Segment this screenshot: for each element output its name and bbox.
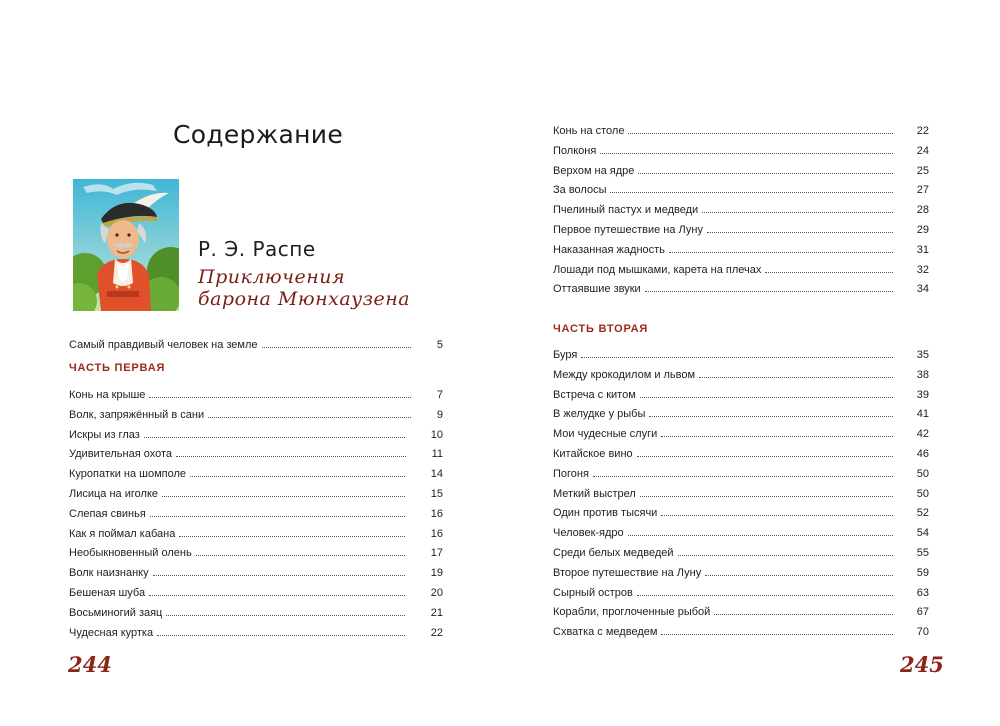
toc-entry-title: Удивительная охота [69,448,172,461]
toc-entry [553,197,929,217]
toc-leader-dots [669,238,893,253]
toc-entry [69,560,443,580]
toc-entry [553,599,929,619]
toc-entry-title: Погоня [553,467,589,480]
toc-entry-title: Меткий выстрел [553,487,636,500]
toc-leader-dots [179,522,404,537]
toc-leader-dots [678,541,893,556]
toc-entry-page: 7 [436,389,443,401]
toc-entry-page: 42 [916,428,929,441]
toc-entry-title: Полконя [553,144,597,157]
toc-entry-title: Слепая свинья [69,507,146,520]
toc-entry-title: Среди белых медведей [553,547,674,559]
toc-entry [69,521,443,541]
toc-entry [69,402,443,422]
page-number-left: 244 [68,652,112,677]
toc-entry-page: 20 [430,587,443,599]
toc-entry-title: Самый правдивый человек на земле [69,339,258,351]
toc-leader-dots [144,423,405,438]
toc-title: Содержание [172,120,344,149]
toc-entry-title: Чудесная куртка [69,626,154,639]
toc-entry-page: 24 [916,144,929,157]
toc-leader-dots [637,581,893,596]
toc-leader-dots [705,561,893,576]
toc-entry-title: Между крокодилом и львом [553,368,696,381]
toc-leader-dots [628,521,893,536]
book-title [198,266,410,310]
toc-entry-page: 41 [916,408,929,421]
toc-entry [69,382,443,402]
toc-entry-page: 38 [916,368,929,381]
toc-entry-page: 25 [916,164,929,177]
toc-entry-title: Один против тысячи [553,507,658,520]
toc-entry [69,580,443,600]
toc-entry-page: 15 [430,488,443,500]
toc-entry [553,177,929,197]
toc-leader-dots [149,383,410,398]
part1-heading: ЧАСТЬ ПЕРВАЯ [69,362,166,374]
toc-entry [69,461,443,481]
toc-entry-title: Конь на крыше [69,389,146,401]
toc-entry-title: Наказанная жадность [553,243,665,256]
toc-leader-dots [640,482,893,497]
toc-leader-dots [196,541,405,556]
toc-leader-dots [707,218,893,233]
toc-entry-title: Как я поймал кабана [69,527,176,540]
toc-leader-dots [166,601,404,616]
toc-entry [553,461,929,481]
toc-entry-title: Первое путешествие на Луну [553,224,703,236]
toc-entry-page: 19 [430,567,443,580]
toc-entry [69,441,443,461]
toc-entry-page: 14 [430,468,443,481]
toc-leader-dots [714,600,892,615]
toc-leader-dots [628,119,892,134]
toc-entry [553,560,929,580]
toc-entry-page: 34 [916,283,929,296]
toc-entry-page: 28 [916,204,929,217]
toc-entry-page: 59 [916,566,929,579]
toc-entry [553,580,929,600]
toc-entry-title: Корабли, проглоченные рыбой [553,606,711,619]
toc-entry [553,382,929,402]
toc-entry [553,401,929,421]
toc-entry [553,619,929,639]
toc-entry-page: 9 [436,408,443,421]
toc-leader-dots [157,621,405,636]
toc-entry [69,422,443,442]
toc-entry-page: 50 [916,487,929,500]
toc-entry-page: 67 [916,606,929,619]
toc-leader-dots [702,198,893,213]
toc-entry-title: Схватка с медведем [553,626,658,639]
toc-entry [553,500,929,520]
page-number-right: 245 [900,652,944,677]
toc-entry-page: 5 [436,339,443,351]
toc-entry-title: Оттаявшие звуки [553,283,641,296]
toc-leader-dots [638,159,892,174]
toc-leader-dots [208,403,411,418]
toc-entry-title: Лошади под мышками, карета на плечах [553,263,762,276]
toc-entry-page: 10 [430,428,443,441]
toc-entry [553,342,929,362]
toc-entry-title: Куропатки на шомполе [69,468,187,481]
toc-entry-page: 16 [430,527,443,540]
toc-entry [553,421,929,441]
toc-entry-title: Искры из глаз [69,428,140,441]
toc-leader-dots [190,462,405,477]
toc-entry-title: Второе путешествие на Луну [553,566,702,579]
toc-entry-page: 39 [916,388,929,401]
toc-entry-page: 22 [916,125,929,137]
toc-entry [553,138,929,158]
toc-entry [553,441,929,461]
toc-leader-dots [699,363,893,378]
toc-leader-dots [600,139,892,154]
toc-leader-dots [153,561,405,576]
toc-entry-page: 16 [430,507,443,520]
toc-leader-dots [637,442,893,457]
book-title-line2: барона Мюнхаузена [198,288,411,310]
toc-entry-page: 63 [916,586,929,599]
part2-heading: ЧАСТЬ ВТОРАЯ [553,323,649,335]
toc-entry-title: Конь на столе [553,125,625,137]
toc-leader-dots [661,620,892,635]
toc-entry-page: 11 [431,448,443,461]
toc-leader-dots [162,482,405,497]
toc-entry-page: 32 [916,263,929,276]
toc-entry [69,540,443,560]
toc-entry [553,362,929,382]
toc-entry-title: Верхом на ядре [553,164,635,177]
toc-entry-title: Необыкновенный олень [69,547,192,560]
toc-entry [553,540,929,560]
toc-leader-dots [610,178,892,193]
toc-entry-page: 27 [916,184,929,197]
toc-entry-title: Китайское вино [553,448,633,460]
toc-entry-page: 17 [430,547,443,560]
toc-entry-title: Буря [553,349,578,361]
toc-entry-page: 46 [916,448,929,460]
toc-leader-dots [645,277,893,292]
toc-entry-title: Восьминогий заяц [69,606,163,619]
toc-entry [553,481,929,501]
toc-leader-dots [149,581,405,596]
toc-leader-dots [593,462,893,477]
toc-entry-title: Человек-ядро [553,527,624,540]
toc-leader-dots [150,502,405,517]
toc-entry-title: Пчелиный пастух и медведи [553,204,699,217]
toc-entry-title: В желудке у рыбы [553,408,646,421]
toc-entry-page: 70 [916,626,929,639]
toc-entry-title: Мои чудесные слуги [553,428,658,441]
toc-leader-dots [640,383,893,398]
toc-entry [553,520,929,540]
baron-illustration [73,179,179,311]
toc-entry-page: 29 [916,224,929,236]
toc-entry-page: 22 [430,626,443,639]
toc-entry-title: Бешеная шуба [69,587,146,599]
toc-leader-dots [262,333,411,348]
toc-leader-dots [765,258,892,273]
author-name: Р. Э. Распе [198,237,316,261]
toc-entry-title: За волосы [553,184,607,197]
toc-entry [69,481,443,501]
baron-portrait-image [73,179,179,311]
toc-entry-title: Встреча с китом [553,388,636,401]
toc-entry-title: Волк, запряжённый в сани [69,408,205,421]
toc-entry [553,237,929,257]
toc-entry [69,600,443,620]
toc-leader-dots [176,442,406,457]
toc-leader-dots [661,501,892,516]
toc-entry [553,276,929,296]
book-title-line1: Приключения [198,266,346,288]
toc-entry [553,217,929,237]
toc-entry-title: Волк наизнанку [69,567,149,580]
toc-entry-title: Лисица на иголке [69,488,158,500]
toc-entry-title: Сырный остров [553,586,633,599]
toc-entry [553,257,929,277]
toc-entry-page: 21 [430,606,443,619]
toc-entry-page: 35 [916,349,929,361]
toc-entry-page: 52 [916,507,929,520]
toc-leader-dots [661,422,893,437]
toc-entry-page: 50 [916,467,929,480]
toc-leader-dots [649,402,892,417]
toc-entry [69,620,443,640]
toc-entry [69,332,443,352]
toc-entry [553,118,929,138]
toc-entry-page: 54 [916,527,929,540]
toc-entry-page: 55 [916,547,929,559]
toc-entry-page: 31 [916,243,929,256]
toc-leader-dots [581,343,892,358]
toc-entry [69,501,443,521]
toc-entry [553,158,929,178]
